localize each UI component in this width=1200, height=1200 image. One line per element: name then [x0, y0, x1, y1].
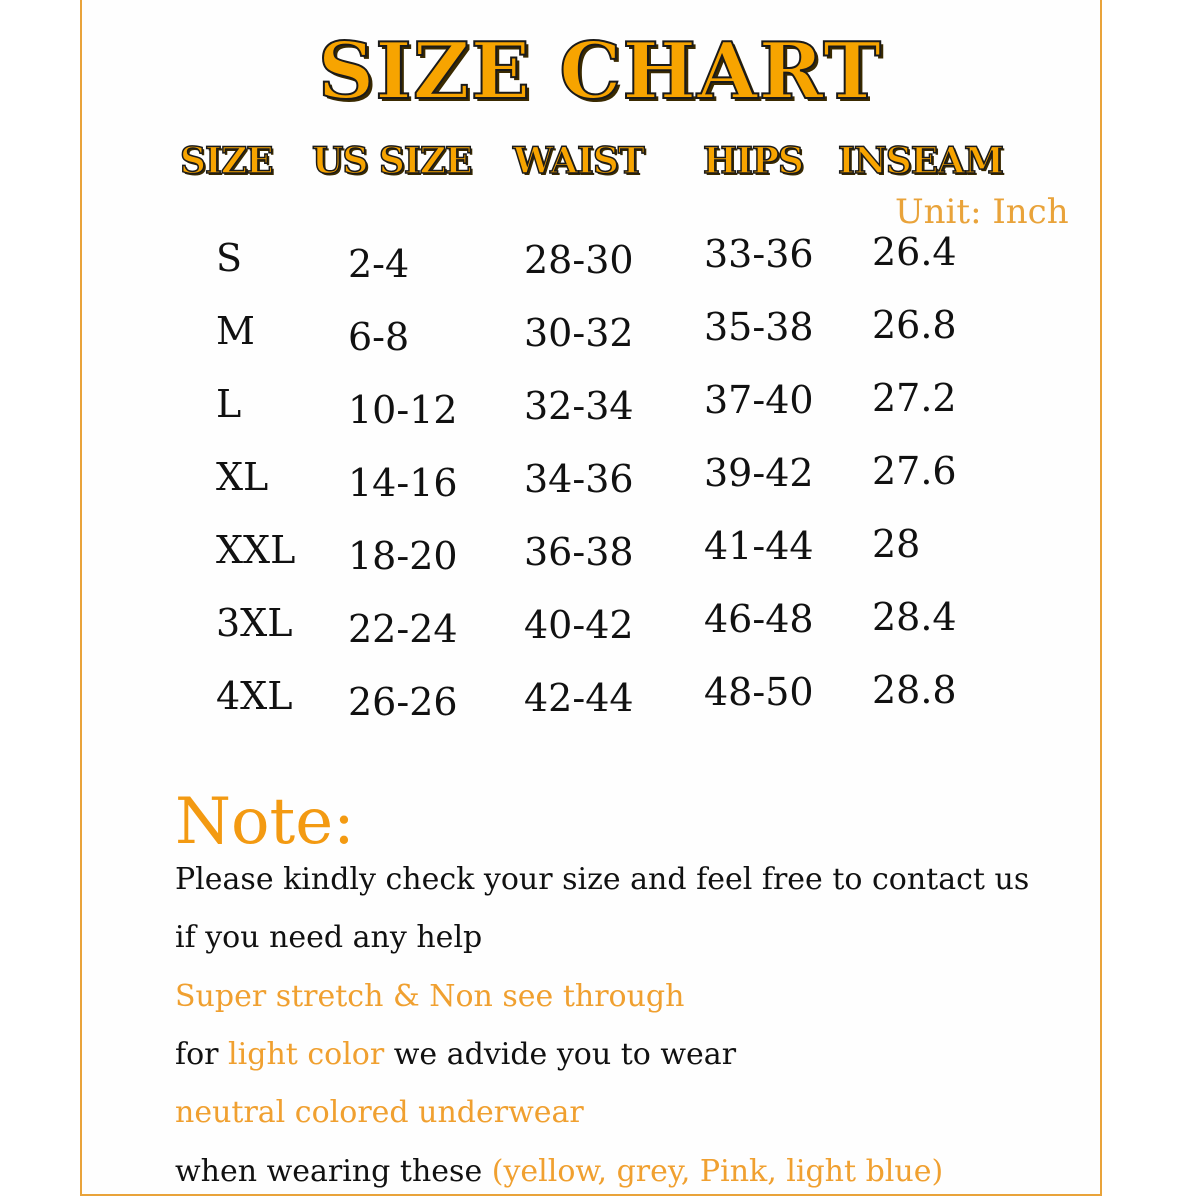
cell-inseam: 28 [872, 522, 921, 566]
cell-hips: 39-42 [704, 451, 814, 495]
cell-hips: 46-48 [704, 597, 814, 641]
cell-inseam: 28.8 [872, 668, 957, 712]
cell-size: 3XL [216, 601, 293, 645]
unit-label: Unit: Inch [895, 192, 1069, 232]
cell-us-size: 26-26 [348, 680, 458, 724]
note-line-4 [175, 1037, 736, 1072]
cell-us-size: 22-24 [348, 607, 458, 651]
note-line-5: neutral colored underwear [175, 1095, 584, 1130]
cell-waist: 36-38 [524, 530, 634, 574]
header-size: SIZE [180, 140, 273, 182]
cell-size: 4XL [216, 674, 293, 718]
cell-us-size: 18-20 [348, 534, 458, 578]
cell-waist: 32-34 [524, 384, 634, 428]
cell-hips: 37-40 [704, 378, 814, 422]
note-line-1: Please kindly check your size and feel free to contact us [175, 862, 1030, 897]
cell-inseam: 26.4 [872, 230, 957, 274]
cell-hips: 33-36 [704, 232, 814, 276]
note-line-6-a: when wearing these [175, 1154, 492, 1189]
cell-waist: 40-42 [524, 603, 634, 647]
cell-us-size: 2-4 [348, 242, 410, 286]
cell-waist: 34-36 [524, 457, 634, 501]
note-line-4-a: for [175, 1037, 229, 1072]
cell-size: XL [216, 455, 269, 499]
cell-us-size: 14-16 [348, 461, 458, 505]
header-inseam: INSEAM [838, 140, 1003, 182]
note-line-6-highlight: (yellow, grey, Pink, light blue) [491, 1154, 944, 1189]
cell-size: XXL [216, 528, 296, 572]
cell-inseam: 27.6 [872, 449, 957, 493]
cell-hips: 48-50 [704, 670, 814, 714]
cell-waist: 42-44 [524, 676, 634, 720]
cell-us-size: 10-12 [348, 388, 458, 432]
cell-waist: 28-30 [524, 238, 634, 282]
cell-size: S [216, 236, 243, 280]
cell-inseam: 26.8 [872, 303, 957, 347]
cell-size: M [216, 309, 255, 353]
header-hips: HIPS [703, 140, 803, 182]
cell-hips: 35-38 [704, 305, 814, 349]
note-title: Note: [175, 785, 355, 859]
cell-us-size: 6-8 [348, 315, 410, 359]
note-line-6 [175, 1154, 943, 1189]
cell-waist: 30-32 [524, 311, 634, 355]
note-line-2: if you need any help [175, 920, 483, 955]
header-waist: WAIST [513, 140, 644, 182]
note-line-4-c: we advide you to wear [384, 1037, 737, 1072]
cell-hips: 41-44 [704, 524, 814, 568]
cell-size: L [216, 382, 242, 426]
page-title: SIZE CHART [317, 26, 883, 117]
cell-inseam: 28.4 [872, 595, 957, 639]
cell-inseam: 27.2 [872, 376, 957, 420]
note-line-4-highlight: light color [228, 1037, 385, 1072]
header-us-size: US SIZE [312, 140, 472, 182]
note-line-3: Super stretch & Non see through [175, 979, 685, 1014]
